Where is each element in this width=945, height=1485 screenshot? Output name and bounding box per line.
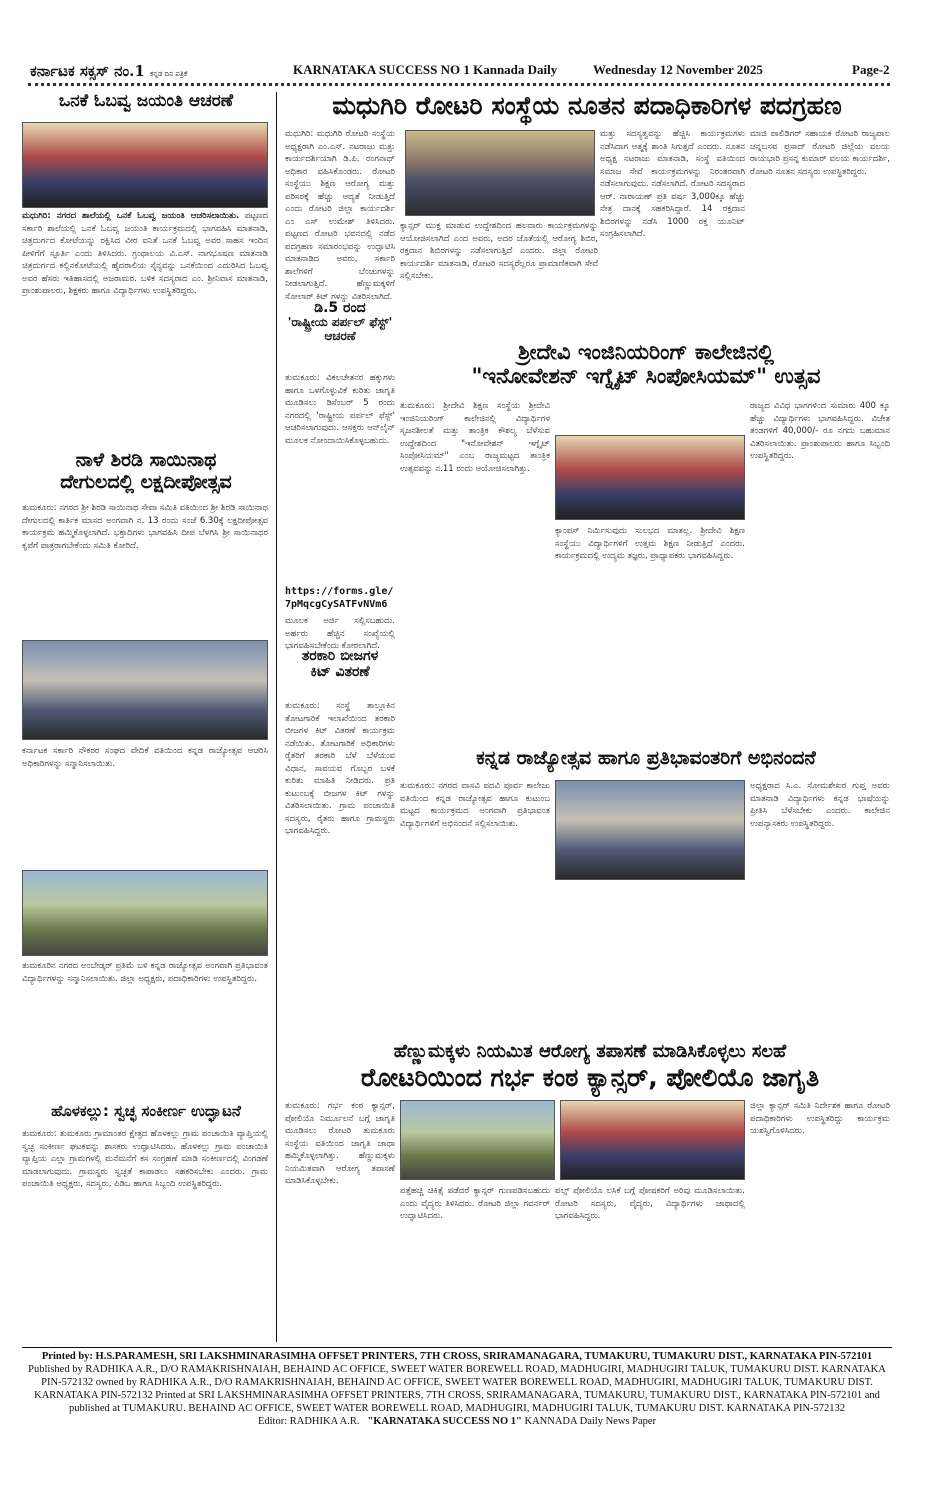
cancer-body-4: ಜಿಲ್ಲಾ ಕ್ಯಾನ್ಸರ್ ಸಮಿತಿ ನಿರ್ದೇಶಕ ಹಾಗೂ ರೋಟರಿ ಪದಾಧಿಕಾರಿಗಳು ಉಪಸ್ಥಿತರಿದ್ದು ಕಾರ್ಯಕ್ರಮ ಯಶಸ್ವಿಗೊಳಿಸಿದರು. (750, 1101, 890, 1136)
ambedkar-photo (22, 870, 268, 956)
rajyotsava-body-1: ತುಮಕೂರು: ನಗರದ ವಾಸವಿ ಪದವಿ ಪೂರ್ವ ಕಾಲೇಜು ವತಿಯಿಂದ ಕನ್ನಡ ರಾಜ್ಯೋತ್ಸವ ಹಾಗೂ ಕುಟುಂಬ ಮಟ್ಟದ ಕಾರ್ಯಕ್ರಮದ ಅಂಗವಾಗಿ ಪ್ರತಿಭಾವಂತ ವಿದ್ಯಾರ್ಥಿಗಳಿಗೆ ಅಭಿನಂದನೆ ಸಲ್ಲಿಸಲಾಯಿತು. (400, 781, 550, 829)
cancer-body-2: ಪತ್ತೆಹಚ್ಚಿ ಚಿಕಿತ್ಸೆ ಪಡೆದರೆ ಕ್ಯಾನ್ಸರ್ ಗುಣಪಡಿಸಬಹುದು ಎಂದು ವೈದ್ಯರು ತಿಳಿಸಿದರು. ರೋಟರಿ ಜಿಲ್ಲಾ ಗವರ್ನರ್ ಉದ್ಘಾಟಿಸಿದರು. (400, 1186, 550, 1221)
paper-name-kannada: ಕರ್ನಾಟಕ ಸಕ್ಸಸ್ ನಂ.1 ಕನ್ನಡ ದಿನ ಪತ್ರಿಕೆ (30, 62, 188, 80)
obavva-photo (22, 122, 268, 208)
rajyotsava-body-2: ಅಧ್ಯಕ್ಷರಾದ ಸಿ.ಎ. ಸೋಮಶೇಖರ ಗುಪ್ತ ಅವರು ಮಾತನಾಡಿ ವಿದ್ಯಾರ್ಥಿಗಳು ಕನ್ನಡ ಭಾಷೆಯನ್ನು ಪ್ರೀತಿಸಿ ಬೆಳೆಸಬೇಕು ಎಂದರು. ಕಾಲೇಜಿನ ಉಪನ್ಯಾಸಕರು ಉಪಸ್ಥಿತರಿದ್ದರು. (750, 781, 890, 829)
holakallu-headline: ಹೊಳಕಲ್ಲು: ಸ್ವಚ್ಛ ಸಂಕೀರ್ಣ ಉದ್ಘಾಟನೆ (51, 1102, 241, 1120)
sridevi-headline: ಶ್ರೀದೇವಿ ಇಂಜಿನಿಯರಿಂಗ್ ಕಾಲೇಜಿನಲ್ಲಿ "ಇನೋವೇಶನ್ ಇಗ್ನೈಟ್ ಸಿಂಪೋಸಿಯಮ್" ಉತ್ಸವ (471, 340, 821, 389)
sridevi-body-1: ತುಮಕೂರು: ಶ್ರೀದೇವಿ ಶಿಕ್ಷಣ ಸಂಸ್ಥೆಯ ಶ್ರೀದೇವಿ ಇಂಜಿನಿಯರಿಂಗ್ ಕಾಲೇಜಿನಲ್ಲಿ ವಿದ್ಯಾರ್ಥಿಗಳ ಸೃಜನಶೀಲತೆ ಮತ್ತು ತಾಂತ್ರಿಕ ಕೌಶಲ್ಯ ಬೆಳೆಸುವ ಉದ್ದೇಶದಿಂದ "ಇನೋವೇಶನ್ ಇಗ್ನೈಟ್ ಸಿಂಪೋಸಿಯಮ್" ಎಂಬ ರಾಜ್ಯಮಟ್ಟದ ತಾಂತ್ರಿಕ ಉತ್ಸವವನ್ನು ನ.11 ರಂದು ಆಯೋಜಿಸಲಾಗಿತ್ತು. (400, 401, 550, 474)
cancer-body-3: ಪಲ್ಸ್ ಪೋಲಿಯೊ ಲಸಿಕೆ ಬಗ್ಗೆ ಪೋಷಕರಿಗೆ ಅರಿವು ಮೂಡಿಸಲಾಯಿತು. ರೋಟರಿ ಸದಸ್ಯರು, ವೈದ್ಯರು, ವಿದ್ಯಾರ್ಥಿಗಳು ಜಾಥಾದಲ್ಲಿ ಭಾಗವಹಿಸಿದ್ದರು. (555, 1186, 745, 1221)
rotary-headline: ಮಧುಗಿರಿ ರೋಟರಿ ಸಂಸ್ಥೆಯ ನೂತನ ಪದಾಧಿಕಾರಿಗಳ ಪದಗ್ರಹಣ (332, 91, 842, 120)
issue-date: Wednesday 12 November 2025 (593, 62, 763, 77)
purple-fest-body: ತುಮಕೂರು: ವಿಕಲಚೇತನರ ಹಕ್ಕುಗಳು ಹಾಗೂ ಒಳಗೊಳ್ಳುವಿಕೆ ಕುರಿತು ಜಾಗೃತಿ ಮೂಡಿಸಲು ಡಿಸೆಂಬರ್ 5 ರಂದು ನಗರದಲ್ಲಿ 'ರಾಷ್ಟ್ರೀಯ ಪರ್ಪಲ್ ಫೆಸ್ಟ್' ಆಚರಿಸಲಾಗುವುದು. ಆಸಕ್ತರು ಆನ್‌ಲೈನ್ ಮೂಲಕ ನೋಂದಾಯಿಸಿಕೊಳ್ಳಬಹುದು. (285, 373, 395, 446)
paper-name-english: KARNATAKA SUCCESS NO 1 Kannada Daily (293, 62, 558, 77)
cancer-photo-2 (560, 1100, 745, 1180)
sridevi-body-3: ರಾಜ್ಯದ ವಿವಿಧ ಭಾಗಗಳಿಂದ ಸುಮಾರು 400 ಕ್ಕೂ ಹೆಚ್ಚು ವಿದ್ಯಾರ್ಥಿಗಳು ಭಾಗವಹಿಸಿದ್ದರು. ವಿಜೇತ ತಂಡಗಳಿಗೆ 40,000/- ರೂ ನಗದು ಬಹುಮಾನ ವಿತರಿಸಲಾಯಿತು. ಪ್ರಾಂಶುಪಾಲರು ಹಾಗೂ ಸಿಬ್ಬಂದಿ ಉಪಸ್ಥಿತರಿದ್ದರು. (750, 401, 890, 461)
employees-caption: ಕರ್ನಾಟಕ ಸರ್ಕಾರಿ ನೌಕರರ ಸಂಘದ ವೇದಿಕೆ ವತಿಯಿಂದ ಕನ್ನಡ ರಾಜ್ಯೋತ್ಸವ ಆಚರಿಸಿ ಅಧಿಕಾರಿಗಳನ್ನು ಸನ್ಮಾನಿಸಲಾಯಿತು. (22, 746, 268, 769)
ambedkar-caption: ತುಮಕೂರಿನ ನಗರದ ಅಂಬೇಡ್ಕರ್ ಪ್ರತಿಮೆ ಬಳಿ ಕನ್ನಡ ರಾಜ್ಯೋತ್ಸವ ಅಂಗವಾಗಿ ಪ್ರತಿಭಾವಂತ ವಿದ್ಯಾರ್ಥಿಗಳನ್ನು ಸನ್ಮಾನಿಸಲಾಯಿತು. ಜಿಲ್ಲಾ ಅಧ್ಯಕ್ಷರು, ಪದಾಧಿಕಾರಿಗಳು ಉಪಸ್ಥಿತರಿದ್ದರು. (22, 961, 268, 984)
obavva-body: ಮಧುಗಿರಿ: ನಗರದ ಶಾಲೆಯಲ್ಲಿ ಒನಕೆ ಓಬವ್ವ ಜಯಂತಿ ಆಚರಿಸಲಾಯಿತು. ಪಟ್ಟಣದ ಸರ್ಕಾರಿ ಶಾಲೆಯಲ್ಲಿ ಒನಕೆ ಓಬವ್ವ ಜಯಂತಿ ಕಾರ್ಯಕ್ರಮದಲ್ಲಿ ಭಾಗವಹಿಸಿ ಮಾತನಾಡಿ, ಚಿತ್ರದುರ್ಗದ ಕೋಟೆಯನ್ನು ರಕ್ಷಿಸಿದ ವೀರ ವನಿತೆ ಒನಕೆ ಓಬವ್ವ ಅವರ ಸಾಹಸ ಇಂದಿನ ಪೀಳಿಗೆಗೆ ಸ್ಫೂರ್ತಿ ಎಂದು ತಿಳಿಸಿದರು. ಗ್ರಂಥಾಲಯ ವಿ.ಎಸ್. ನಾಗಭೂಷಣ ಮಾತನಾಡಿ ಚಿತ್ರದುರ್ಗದ ಕಲ್ಲಿನಕೋಟೆಯಲ್ಲಿ ಹೈದರಾಲಿಯ ಸೈನ್ಯವನ್ನು ಒನಕೆಯಿಂದ ಎದುರಿಸಿದ ಓಬವ್ವ ಅವರ ಹೆಸರು ಇತಿಹಾಸದಲ್ಲಿ ಅಜರಾಮರ. ಬಳಿಕ ಸದಸ್ಯರಾದ ಎಂ. ಶ್ರೀನಿವಾಸ ಮಾತನಾಡಿ, ಪ್ರಾಂಶುಪಾಲರು, ಶಿಕ್ಷಕರು ಹಾಗೂ ವಿದ್ಯಾರ್ಥಿಗಳು ಉಪಸ್ಥಿತರಿದ್ದರು. (22, 211, 268, 296)
rajyotsava-photo (555, 780, 745, 880)
rotary-body-3: ಮತ್ತು ಸದಸ್ಯತ್ವವನ್ನು ಹೆಚ್ಚಿಸಿ ಕಾರ್ಯಕ್ರಮಗಳು ನಡೆಸಿದಾಗ ಆತ್ಮಕ್ಕೆ ಶಾಂತಿ ಸಿಗುತ್ತದೆ ಎಂದರು. ನೂತನ ಅಧ್ಯಕ್ಷ ನಟರಾಜು ಮಾತನಾಡಿ, ಸಂಸ್ಥೆ ವತಿಯಿಂದ ಸಮಾಜ ಸೇವೆ ಕಾರ್ಯಕ್ರಮಗಳನ್ನು ನಿರಂತರವಾಗಿ ನಡೆಸಲಾಗುವುದು. ನಡೆಸಲಾಗಿದೆ. ರೋಟರಿ ಸದಸ್ಯರಾದ ಆರ್. ನಾರಾಯಣ್ ಪ್ರತಿ ವರ್ಷ 3,000ಕ್ಕೂ ಹೆಚ್ಚು ನೇತ್ರ ದಾನಕ್ಕೆ ಸಹಕರಿಸಿದ್ದಾರೆ. 14 ರಕ್ತದಾನ ಶಿಬಿರಗಳನ್ನು ನಡೆಸಿ 1000 ರಕ್ತ ಯೂನಿಟ್ ಸಂಗ್ರಹಿಸಲಾಗಿದೆ. (600, 129, 745, 239)
seeds-body: ತುಮಕೂರು: ಸಂಸ್ಥೆ ತಾಲ್ಲೂಕಿನ ತೋಟಗಾರಿಕೆ ಇಲಾಖೆಯಿಂದ ತರಕಾರಿ ಬೀಜಗಳ ಕಿಟ್ ವಿತರಣೆ ಕಾರ್ಯಕ್ರಮ ನಡೆಯಿತು. ತೋಟಗಾರಿಕೆ ಅಧಿಕಾರಿಗಳು ರೈತರಿಗೆ ತರಕಾರಿ ಬೆಳೆ ಬೆಳೆಯುವ ವಿಧಾನ, ಸಾವಯವ ಗೊಬ್ಬರ ಬಳಕೆ ಕುರಿತು ಮಾಹಿತಿ ನೀಡಿದರು. ಪ್ರತಿ ಕುಟುಂಬಕ್ಕೆ ಬೀಜಗಳ ಕಿಟ್ ಗಳನ್ನು ವಿತರಿಸಲಾಯಿತು. ಗ್ರಾಮ ಪಂಚಾಯಿತಿ ಸದಸ್ಯರು, ರೈತರು ಹಾಗೂ ಗ್ರಾಮಸ್ಥರು ಭಾಗವಹಿಸಿದ್ದರು. (285, 701, 395, 836)
seeds-headline: ತರಕಾರಿ ಬೀಜಗಳ ಕಿಟ್ ವಿತರಣೆ (301, 648, 379, 681)
registration-link[interactable]: https://forms.gle/7pMqcgCySATFvNVm6 (285, 586, 394, 610)
masthead-divider (28, 83, 890, 86)
column-rule (276, 92, 277, 1342)
rotary-photo (405, 130, 595, 216)
page-number: Page-2 (852, 62, 890, 77)
rotary-body-2: ಕ್ಯಾನ್ಸರ್ ಮುಕ್ತ ಮಾಡುವ ಉದ್ದೇಶದಿಂದ ಹಲವಾರು ಕಾರ್ಯಕ್ರಮಗಳನ್ನು ಆಯೋಜಿಸಲಾಗಿದೆ ಎಂದ ಅವರು, ಅದರ ಜೊತೆಯಲ್ಲಿ ಆರೋಗ್ಯ ಶಿಬಿರ, ರಕ್ತದಾನ ಶಿಬಿರಗಳನ್ನು ನಡೆಸಲಾಗುತ್ತಿದೆ ಎಂದರು. ಜಿಲ್ಲಾ ರೋಟರಿ ಕಾರ್ಯದರ್ಶಿ ಮಾತನಾಡಿ, ರೋಟರಿ ಸದಸ್ಯರೆಲ್ಲರೂ ಪ್ರಾಮಾಣಿಕವಾಗಿ ಸೇವೆ ಸಲ್ಲಿಸಬೇಕು. (400, 221, 598, 281)
footer-rule (22, 1347, 892, 1348)
shirdi-photo (22, 640, 268, 740)
sridevi-photo (555, 435, 745, 520)
rajyotsava-headline: ಕನ್ನಡ ರಾಜ್ಯೋತ್ಸವ ಹಾಗೂ ಪ್ರತಿಭಾವಂತರಿಗೆ ಅಭಿನಂದನೆ (476, 747, 816, 769)
cancer-body-1: ತುಮಕೂರು: ಗರ್ಭ ಕಂಠ ಕ್ಯಾನ್ಸರ್, ಪೋಲಿಯೊ ನಿರ್ಮೂಲನೆ ಬಗ್ಗೆ ಜಾಗೃತಿ ಮೂಡಿಸಲು ರೋಟರಿ ತುಮಕೂರು ಸಂಸ್ಥೆಯ ವತಿಯಿಂದ ಜಾಗೃತಿ ಜಾಥಾ ಹಮ್ಮಿಕೊಳ್ಳಲಾಗಿತ್ತು. ಹೆಣ್ಣುಮಕ್ಕಳು ನಿಯಮಿತವಾಗಿ ಆರೋಗ್ಯ ತಪಾಸಣೆ ಮಾಡಿಸಿಕೊಳ್ಳಬೇಕು. (285, 1101, 395, 1186)
obavva-headline: ಒನಕೆ ಓಬವ್ವ ಜಯಂತಿ ಆಚರಣೆ (58, 91, 234, 111)
rotary-body-5: ಮಾಜಿ ಪಾಲಿಡಿಗರ್ ಸಹಾಯಕ ರೋಟರಿ ರಾಜ್ಯಪಾಲ ಚನ್ನಬಸವ ಪ್ರಸಾದ್ ರೋಟರಿ ಜಿಲ್ಲೆಯ ವಲಯ ರಾಯಭಾರಿ ಪ್ರಸನ್ನ ಕುಮಾರ್ ವಲಯ ಕಾರ್ಯದರ್ಶಿ, ರೋಟರಿ ನೂತನ ಸದಸ್ಯರು ಉಪಸ್ಥಿತರಿದ್ದರು. (750, 129, 890, 177)
holakallu-body: ತುಮಕೂರು: ತುಮಕೂರು ಗ್ರಾಮಾಂತರ ಕ್ಷೇತ್ರದ ಹೊಳಕಲ್ಲು ಗ್ರಾಮ ಪಂಚಾಯಿತಿ ವ್ಯಾಪ್ತಿಯಲ್ಲಿ ಸ್ವಚ್ಛ ಸಂಕೀರ್ಣ ಘಟಕವನ್ನು ಶಾಸಕರು ಉದ್ಘಾಟಿಸಿದರು. ಹೊಳಕಲ್ಲು ಗ್ರಾಮ ಪಂಚಾಯಿತಿ ವ್ಯಾಪ್ತಿಯ ಎಲ್ಲಾ ಗ್ರಾಮಗಳಲ್ಲಿ ಮನೆಮನೆಗೆ ಕಸ ಸಂಗ್ರಹಣೆ ಮಾಡಿ ಸಂಕೀರ್ಣದಲ್ಲಿ ವಿಂಗಡಣೆ ಮಾಡಲಾಗುವುದು. ಗ್ರಾಮಸ್ಥರು ಸ್ವಚ್ಛತೆ ಕಾಪಾಡಲು ಸಹಕರಿಸಬೇಕು ಎಂದರು. ಗ್ರಾಮ ಪಂಚಾಯಿತಿ ಅಧ್ಯಕ್ಷರು, ಸದಸ್ಯರು, ಪಿಡಿಒ ಹಾಗೂ ಸಿಬ್ಬಂದಿ ಉಪಸ್ಥಿತರಿದ್ದರು. (22, 1129, 268, 1189)
cancer-headline: ರೋಟರಿಯಿಂದ ಗರ್ಭ ಕಂಠ ಕ್ಯಾನ್ಸರ್, ಪೋಲಿಯೊ ಜಾಗೃತಿ (360, 1063, 820, 1092)
purple-fest-body-2: ಮೂಲಕ ಅರ್ಜಿ ಸಲ್ಲಿಸಬಹುದು. ಅರ್ಹರು ಹೆಚ್ಚಿನ ಸಂಖ್ಯೆಯಲ್ಲಿ ಭಾಗವಹಿಸಬೇಕೆಂದು ಕೋರಲಾಗಿದೆ. (285, 616, 395, 651)
sridevi-body-2: ಕ್ಯಾಂಪಸ್ ನಿರ್ಮಿಸುವುದು ಸುಲಭದ ಮಾತಲ್ಲ. ಶ್ರೀದೇವಿ ಶಿಕ್ಷಣ ಸಂಸ್ಥೆಯು ವಿದ್ಯಾರ್ಥಿಗಳಿಗೆ ಉತ್ತಮ ಶಿಕ್ಷಣ ನೀಡುತ್ತಿದೆ ಎಂದರು. ಕಾರ್ಯಕ್ರಮದಲ್ಲಿ ಉದ್ಯಮ ತಜ್ಞರು, ಪ್ರಾಧ್ಯಾಪಕರು ಭಾಗವಹಿಸಿದ್ದರು. (555, 526, 745, 561)
rotary-body-1: ಮಧುಗಿರಿ: ಮಧುಗಿರಿ ರೋಟರಿ ಸಂಸ್ಥೆಯ ಅಧ್ಯಕ್ಷರಾಗಿ ಎಂ.ಎಸ್. ನಟರಾಜು ಮತ್ತು ಕಾರ್ಯದರ್ಶಿಯಾಗಿ ಡಿ.ಪಿ. ರಂಗನಾಥ್ ಅಧಿಕಾರ ವಹಿಸಿಕೊಂಡರು. ರೋಟರಿ ಸಂಸ್ಥೆಯು ಶಿಕ್ಷಣ ಆರೋಗ್ಯ ಮತ್ತು ಪರಿಸರಕ್ಕೆ ಹೆಚ್ಚು ಆದ್ಯತೆ ನೀಡುತ್ತಿದೆ ಎಂದು ರೋಟರಿ ಜಿಲ್ಲಾ ಕಾರ್ಯದರ್ಶಿ ಎಂ ಎಸ್ ಉಮೇಶ್ ತಿಳಿಸಿದರು. ಪಟ್ಟಣದ ರೋಟರಿ ಭವನದಲ್ಲಿ ನಡೆದ ಪದಗ್ರಹಣ ಸಮಾರಂಭವನ್ನು ಉದ್ಘಾಟಿಸಿ ಮಾತನಾಡಿದ ಅವರು, ಸರ್ಕಾರಿ ಶಾಲೆಗಳಿಗೆ ಬೆಂಚುಗಳನ್ನು ನೀಡಲಾಗುತ್ತಿದೆ. ಹೆಣ್ಣುಮಕ್ಕಳಿಗೆ ಸೋಲಾರ್ ಕಿಟ್ ಗಳನ್ನು ವಿತರಿಸಲಾಗಿದೆ. (285, 129, 395, 302)
shirdi-headline: ನಾಳೆ ಶಿರಡಿ ಸಾಯಿನಾಥ ದೇಗುಲದಲ್ಲಿ ಲಕ್ಷದೀಪೋತ್ಸವ (60, 449, 232, 493)
cancer-photo-1 (400, 1100, 555, 1180)
purple-fest-headline: ಡಿ.5 ರಂದ 'ರಾಷ್ಟ್ರೀಯ ಪರ್ಪಲ್ ಫೆಸ್ಟ್' ಆಚರಣೆ (287, 300, 393, 343)
shirdi-body: ತುಮಕೂರು: ನಗರದ ಶ್ರೀ ಶಿರಡಿ ಸಾಯಿನಾಥ ಸೇವಾ ಸಮಿತಿ ವತಿಯಿಂದ ಶ್ರೀ ಶಿರಡಿ ಸಾಯಿನಾಥ ದೇಗುಲದಲ್ಲಿ ಕಾರ್ತಿಕ ಮಾಸದ ಅಂಗವಾಗಿ ನ. 13 ರಂದು ಸಂಜೆ 6.30ಕ್ಕೆ ಲಕ್ಷದೀಪೋತ್ಸವ ಕಾರ್ಯಕ್ರಮ ಹಮ್ಮಿಕೊಳ್ಳಲಾಗಿದೆ. ಭಕ್ತಾದಿಗಳು ಭಾಗವಹಿಸಿ ದೀಪ ಬೆಳಗಿಸಿ ಶ್ರೀ ಸಾಯಿನಾಥರ ಕೃಪೆಗೆ ಪಾತ್ರರಾಗಬೇಕೆಂದು ಸಮಿತಿ ಕೋರಿದೆ. (22, 503, 268, 551)
imprint: Printed by: H.S.PARAMESH, SRI LAKSHMINARASIMHA OFFSET PRINTERS, 7TH CROSS, SRIRAMANAGARA, TUMAKURU, TUMAKURU DIST., KARNATAKA PIN-572101 Published by RADHIKA A.R., D/O RAMAKRISHNAIAH, BEHAIND AC OFFICE, SWEET WATER BOREWELL ROAD, MADHUGIRI, MADHUGIRI TALUK, TUMAKURU DIST. KARNATAKA PIN-572132 owned by RADHIKA A.R., D/O RAMAKRISHNAIAH, BEHAIND AC OFFICE, SWEET WATER BOREWELL ROAD, MADHUGIRI, MADHUGIRI TALUK, TUMAKURU DIST. KARNATAKA PIN-572132 Printed at SRI LAKSHMINARASIMHA OFFSET PRINTERS, 7TH CROSS, SRIRAMANAGARA, TUMAKURU, TUMAKURU DIST., KARNATAKA PIN-572101 and published at TUMAKURU. BEHAIND AC OFFICE, SWEET WATER BOREWELL ROAD, MADHUGIRI, MADHUGIRI TALUK, TUMAKURU DIST. KARNATAKA PIN-572132 Editor: RADHIKA A.R. "KARNATAKA SUCCESS NO 1" KANNADA Daily News Paper (28, 1351, 886, 1427)
tagline: ಕನ್ನಡ ದಿನ ಪತ್ರಿಕೆ (150, 70, 188, 78)
cancer-subheadline: ಹೆಣ್ಣುಮಕ್ಕಳು ನಿಯಮಿತ ಆರೋಗ್ಯ ತಪಾಸಣೆ ಮಾಡಿಸಿಕೊಳ್ಳಲು ಸಲಹೆ (393, 1041, 787, 1062)
